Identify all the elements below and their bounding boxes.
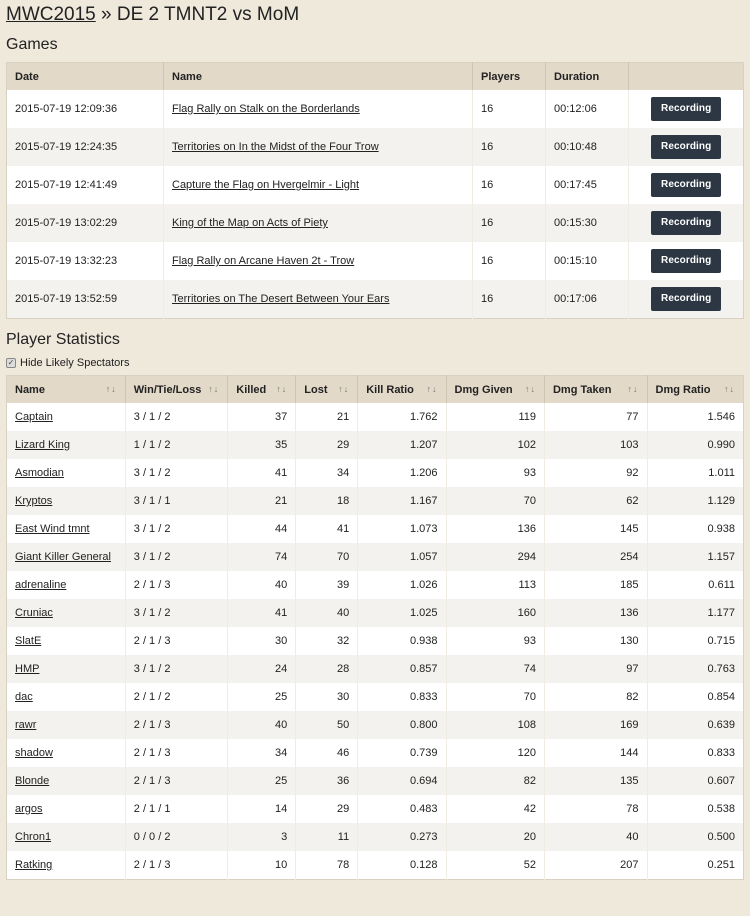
player-dmg-taken: 40 xyxy=(544,823,647,851)
player-kill-ratio: 0.800 xyxy=(358,711,446,739)
player-dmg-ratio: 0.538 xyxy=(647,795,744,823)
game-row xyxy=(7,128,744,166)
player-name-link[interactable]: dac xyxy=(15,691,33,703)
player-kill-ratio: 1.026 xyxy=(358,571,446,599)
stats-col-header[interactable] xyxy=(358,376,446,404)
games-table xyxy=(6,62,744,319)
player-dmg-ratio: 0.607 xyxy=(647,767,744,795)
player-name-cell xyxy=(7,459,126,487)
player-row xyxy=(7,515,744,543)
player-lost: 39 xyxy=(296,571,358,599)
game-players: 16 xyxy=(473,128,546,166)
player-dmg-ratio: 0.715 xyxy=(647,627,744,655)
player-name-cell xyxy=(7,711,126,739)
games-heading: Games xyxy=(6,36,58,53)
stats-col-label: Dmg Taken xyxy=(552,383,612,396)
sort-arrows-icon[interactable]: ↑↓ xyxy=(338,383,350,394)
player-lost: 41 xyxy=(296,515,358,543)
stats-table xyxy=(6,375,744,880)
player-name-link[interactable]: shadow xyxy=(15,747,53,759)
player-name-link[interactable]: Kryptos xyxy=(15,495,53,507)
player-wtl: 2 / 1 / 3 xyxy=(125,767,228,795)
player-name-link[interactable]: East Wind tmnt xyxy=(15,523,90,535)
player-name-link[interactable]: rawr xyxy=(15,719,37,731)
game-actions xyxy=(629,166,744,204)
player-dmg-taken: 136 xyxy=(544,599,647,627)
game-name-cell xyxy=(164,280,473,319)
player-name-cell xyxy=(7,487,126,515)
player-kill-ratio: 0.938 xyxy=(358,627,446,655)
recording-button[interactable]: Recording xyxy=(651,287,721,311)
player-dmg-taken: 103 xyxy=(544,431,647,459)
game-actions xyxy=(629,128,744,166)
player-name-link[interactable]: Captain xyxy=(15,411,53,423)
player-killed: 3 xyxy=(228,823,296,851)
hide-spectators-toggle[interactable] xyxy=(6,353,750,373)
player-name-link[interactable]: Ratking xyxy=(15,859,53,871)
game-row xyxy=(7,90,744,128)
player-killed: 14 xyxy=(228,795,296,823)
sort-arrows-icon[interactable]: ↑↓ xyxy=(105,383,117,394)
stats-header-row xyxy=(7,376,744,404)
player-wtl: 0 / 0 / 2 xyxy=(125,823,228,851)
player-dmg-ratio: 0.854 xyxy=(647,683,744,711)
player-wtl: 2 / 1 / 3 xyxy=(125,851,228,880)
player-kill-ratio: 0.857 xyxy=(358,655,446,683)
game-row xyxy=(7,242,744,280)
stats-heading: Player Statistics xyxy=(6,331,120,348)
player-dmg-ratio: 1.011 xyxy=(647,459,744,487)
player-name-link[interactable]: Blonde xyxy=(15,775,50,787)
player-dmg-ratio: 0.833 xyxy=(647,739,744,767)
player-name-cell xyxy=(7,767,126,795)
player-wtl: 3 / 1 / 1 xyxy=(125,487,228,515)
player-dmg-taken: 144 xyxy=(544,739,647,767)
player-lost: 78 xyxy=(296,851,358,880)
player-dmg-taken: 169 xyxy=(544,711,647,739)
game-actions xyxy=(629,280,744,319)
player-dmg-taken: 130 xyxy=(544,627,647,655)
game-date: 2015-07-19 12:24:35 xyxy=(7,128,164,166)
player-dmg-given: 20 xyxy=(446,823,544,851)
player-name-link[interactable]: SlatE xyxy=(15,635,42,647)
player-dmg-given: 294 xyxy=(446,543,544,571)
player-dmg-ratio: 1.546 xyxy=(647,403,744,431)
player-killed: 10 xyxy=(228,851,296,880)
player-name-cell xyxy=(7,851,126,880)
games-col-players: Players xyxy=(473,63,546,91)
player-dmg-taken: 77 xyxy=(544,403,647,431)
player-dmg-ratio: 0.639 xyxy=(647,711,744,739)
player-dmg-taken: 82 xyxy=(544,683,647,711)
stats-col-label: Dmg Ratio xyxy=(655,383,711,396)
player-killed: 40 xyxy=(228,571,296,599)
player-name-link[interactable]: Lizard King xyxy=(15,439,71,451)
hide-spectators-label: Hide Likely Spectators xyxy=(20,357,130,369)
player-dmg-given: 113 xyxy=(446,571,544,599)
player-killed: 34 xyxy=(228,739,296,767)
player-row xyxy=(7,627,744,655)
player-wtl: 3 / 1 / 2 xyxy=(125,543,228,571)
player-dmg-given: 70 xyxy=(446,487,544,515)
game-name-cell xyxy=(164,242,473,280)
game-date: 2015-07-19 13:02:29 xyxy=(7,204,164,242)
game-name-link[interactable]: Territories on In the Midst of the Four Trow xyxy=(172,141,379,153)
game-name-link[interactable]: King of the Map on Acts of Piety xyxy=(172,217,328,229)
stats-col-header[interactable] xyxy=(125,376,228,404)
player-dmg-ratio: 0.990 xyxy=(647,431,744,459)
player-dmg-taken: 254 xyxy=(544,543,647,571)
player-dmg-taken: 135 xyxy=(544,767,647,795)
game-row xyxy=(7,166,744,204)
recording-button[interactable]: Recording xyxy=(651,249,721,273)
game-players: 16 xyxy=(473,166,546,204)
player-name-link[interactable]: adrenaline xyxy=(15,579,67,591)
stats-col-label: Win/Tie/Loss xyxy=(133,383,202,396)
player-row xyxy=(7,459,744,487)
player-lost: 29 xyxy=(296,431,358,459)
player-kill-ratio: 0.694 xyxy=(358,767,446,795)
player-name-cell xyxy=(7,515,126,543)
player-name-cell xyxy=(7,823,126,851)
player-dmg-given: 82 xyxy=(446,767,544,795)
player-row xyxy=(7,711,744,739)
player-killed: 25 xyxy=(228,767,296,795)
player-wtl: 2 / 1 / 3 xyxy=(125,627,228,655)
game-name-link[interactable]: Flag Rally on Arcane Haven 2t - Trow xyxy=(172,255,355,267)
player-row xyxy=(7,795,744,823)
game-actions xyxy=(629,90,744,128)
player-killed: 41 xyxy=(228,459,296,487)
stats-col-header[interactable] xyxy=(446,376,544,404)
player-row xyxy=(7,739,744,767)
player-kill-ratio: 0.483 xyxy=(358,795,446,823)
player-row xyxy=(7,683,744,711)
player-name-link[interactable]: Cruniac xyxy=(15,607,53,619)
stats-col-header[interactable] xyxy=(228,376,296,404)
games-col-name: Name xyxy=(164,63,473,91)
recording-button[interactable]: Recording xyxy=(651,97,721,121)
player-lost: 30 xyxy=(296,683,358,711)
player-name-cell xyxy=(7,655,126,683)
player-wtl: 2 / 1 / 3 xyxy=(125,711,228,739)
player-row xyxy=(7,487,744,515)
player-lost: 50 xyxy=(296,711,358,739)
player-dmg-given: 93 xyxy=(446,459,544,487)
game-players: 16 xyxy=(473,204,546,242)
player-dmg-given: 70 xyxy=(446,683,544,711)
player-dmg-taken: 185 xyxy=(544,571,647,599)
game-players: 16 xyxy=(473,280,546,319)
player-wtl: 2 / 1 / 2 xyxy=(125,683,228,711)
game-duration: 00:12:06 xyxy=(546,90,629,128)
game-name-link[interactable]: Flag Rally on Stalk on the Borderlands xyxy=(172,103,360,115)
recording-button[interactable]: Recording xyxy=(651,211,721,235)
player-kill-ratio: 1.073 xyxy=(358,515,446,543)
page-title xyxy=(6,0,750,28)
player-dmg-taken: 92 xyxy=(544,459,647,487)
games-col-actions xyxy=(629,63,744,91)
game-duration: 00:17:06 xyxy=(546,280,629,319)
player-dmg-ratio: 0.500 xyxy=(647,823,744,851)
player-name-cell xyxy=(7,571,126,599)
game-actions xyxy=(629,242,744,280)
player-dmg-taken: 62 xyxy=(544,487,647,515)
player-lost: 46 xyxy=(296,739,358,767)
player-name-link[interactable]: Giant Killer General xyxy=(15,551,111,563)
player-row xyxy=(7,767,744,795)
player-name-cell xyxy=(7,599,126,627)
player-killed: 35 xyxy=(228,431,296,459)
player-kill-ratio: 1.762 xyxy=(358,403,446,431)
player-wtl: 2 / 1 / 1 xyxy=(125,795,228,823)
player-wtl: 3 / 1 / 2 xyxy=(125,515,228,543)
player-row xyxy=(7,431,744,459)
game-date: 2015-07-19 13:32:23 xyxy=(7,242,164,280)
player-lost: 21 xyxy=(296,403,358,431)
player-dmg-ratio: 0.763 xyxy=(647,655,744,683)
player-killed: 25 xyxy=(228,683,296,711)
player-name-link[interactable]: Chron1 xyxy=(15,831,52,843)
player-dmg-given: 74 xyxy=(446,655,544,683)
games-header-row xyxy=(7,63,744,91)
game-duration: 00:15:30 xyxy=(546,204,629,242)
stats-col-header[interactable] xyxy=(544,376,647,404)
player-dmg-ratio: 1.129 xyxy=(647,487,744,515)
sort-arrows-icon[interactable]: ↑↓ xyxy=(426,383,438,394)
player-name-cell xyxy=(7,739,126,767)
player-wtl: 3 / 1 / 2 xyxy=(125,599,228,627)
player-wtl: 1 / 1 / 2 xyxy=(125,431,228,459)
player-killed: 30 xyxy=(228,627,296,655)
stats-col-header[interactable] xyxy=(7,376,126,404)
game-date: 2015-07-19 13:52:59 xyxy=(7,280,164,319)
games-col-date: Date xyxy=(7,63,164,91)
player-dmg-given: 120 xyxy=(446,739,544,767)
sort-arrows-icon[interactable]: ↑↓ xyxy=(724,383,735,394)
player-wtl: 3 / 1 / 2 xyxy=(125,459,228,487)
player-kill-ratio: 0.128 xyxy=(358,851,446,880)
game-duration: 00:10:48 xyxy=(546,128,629,166)
player-name-link[interactable]: Asmodian xyxy=(15,467,64,479)
player-killed: 74 xyxy=(228,543,296,571)
player-kill-ratio: 0.833 xyxy=(358,683,446,711)
breadcrumb-separator: » xyxy=(95,4,117,25)
match-title: DE 2 TMNT2 vs MoM xyxy=(116,4,300,25)
player-row xyxy=(7,543,744,571)
game-date: 2015-07-19 12:41:49 xyxy=(7,166,164,204)
player-row xyxy=(7,851,744,880)
player-dmg-given: 119 xyxy=(446,403,544,431)
player-wtl: 2 / 1 / 3 xyxy=(125,739,228,767)
player-kill-ratio: 1.057 xyxy=(358,543,446,571)
player-name-cell xyxy=(7,795,126,823)
player-name-link[interactable]: HMP xyxy=(15,663,40,675)
player-dmg-taken: 78 xyxy=(544,795,647,823)
player-kill-ratio: 1.207 xyxy=(358,431,446,459)
player-wtl: 3 / 1 / 2 xyxy=(125,655,228,683)
player-name-cell xyxy=(7,543,126,571)
player-dmg-given: 108 xyxy=(446,711,544,739)
player-dmg-given: 136 xyxy=(446,515,544,543)
game-name-cell xyxy=(164,166,473,204)
recording-button[interactable]: Recording xyxy=(651,135,721,159)
stats-col-header[interactable] xyxy=(647,376,744,404)
stats-col-label: Killed xyxy=(236,383,267,396)
player-kill-ratio: 1.206 xyxy=(358,459,446,487)
player-kill-ratio: 0.739 xyxy=(358,739,446,767)
player-dmg-ratio: 1.157 xyxy=(647,543,744,571)
sort-arrows-icon[interactable]: ↑↓ xyxy=(208,383,220,394)
site-link[interactable]: MWC2015 xyxy=(6,4,96,25)
game-duration: 00:17:45 xyxy=(546,166,629,204)
game-row xyxy=(7,204,744,242)
game-players: 16 xyxy=(473,90,546,128)
player-name-link[interactable]: argos xyxy=(15,803,43,815)
game-duration: 00:15:10 xyxy=(546,242,629,280)
player-lost: 36 xyxy=(296,767,358,795)
game-actions xyxy=(629,204,744,242)
player-name-cell xyxy=(7,627,126,655)
player-lost: 40 xyxy=(296,599,358,627)
player-killed: 37 xyxy=(228,403,296,431)
player-killed: 41 xyxy=(228,599,296,627)
player-dmg-given: 102 xyxy=(446,431,544,459)
player-wtl: 2 / 1 / 3 xyxy=(125,571,228,599)
player-dmg-ratio: 1.177 xyxy=(647,599,744,627)
game-row xyxy=(7,280,744,319)
player-dmg-ratio: 0.611 xyxy=(647,571,744,599)
game-name-cell xyxy=(164,204,473,242)
game-players: 16 xyxy=(473,242,546,280)
stats-col-header[interactable] xyxy=(296,376,358,404)
player-kill-ratio: 0.273 xyxy=(358,823,446,851)
player-name-cell xyxy=(7,683,126,711)
player-killed: 21 xyxy=(228,487,296,515)
stats-col-label: Name xyxy=(15,383,45,396)
sort-arrows-icon[interactable]: ↑↓ xyxy=(276,383,288,394)
game-name-link[interactable]: Capture the Flag on Hvergelmir - Light xyxy=(172,179,360,191)
player-dmg-given: 93 xyxy=(446,627,544,655)
player-dmg-given: 42 xyxy=(446,795,544,823)
player-row xyxy=(7,823,744,851)
player-kill-ratio: 1.167 xyxy=(358,487,446,515)
player-row xyxy=(7,599,744,627)
stats-col-label: Lost xyxy=(304,383,328,396)
player-killed: 24 xyxy=(228,655,296,683)
game-date: 2015-07-19 12:09:36 xyxy=(7,90,164,128)
player-row xyxy=(7,655,744,683)
hide-spectators-checkbox[interactable]: ✓ xyxy=(7,358,15,367)
player-row xyxy=(7,571,744,599)
sort-arrows-icon[interactable]: ↑↓ xyxy=(627,383,639,394)
stats-col-label: Kill Ratio xyxy=(366,383,414,396)
player-killed: 44 xyxy=(228,515,296,543)
player-dmg-taken: 145 xyxy=(544,515,647,543)
player-dmg-ratio: 0.938 xyxy=(647,515,744,543)
player-dmg-given: 52 xyxy=(446,851,544,880)
player-wtl: 3 / 1 / 2 xyxy=(125,403,228,431)
player-name-cell xyxy=(7,431,126,459)
player-lost: 18 xyxy=(296,487,358,515)
player-lost: 70 xyxy=(296,543,358,571)
player-dmg-taken: 97 xyxy=(544,655,647,683)
games-col-duration: Duration xyxy=(546,63,629,91)
player-lost: 34 xyxy=(296,459,358,487)
player-lost: 29 xyxy=(296,795,358,823)
player-lost: 28 xyxy=(296,655,358,683)
player-killed: 40 xyxy=(228,711,296,739)
sort-arrows-icon[interactable]: ↑↓ xyxy=(524,383,536,394)
player-name-cell xyxy=(7,403,126,431)
player-dmg-given: 160 xyxy=(446,599,544,627)
game-name-cell xyxy=(164,128,473,166)
player-lost: 32 xyxy=(296,627,358,655)
player-row xyxy=(7,403,744,431)
player-kill-ratio: 1.025 xyxy=(358,599,446,627)
game-name-link[interactable]: Territories on The Desert Between Your Ears xyxy=(172,293,390,305)
recording-button[interactable]: Recording xyxy=(651,173,721,197)
player-dmg-taken: 207 xyxy=(544,851,647,880)
stats-col-label: Dmg Given xyxy=(454,383,513,396)
player-lost: 11 xyxy=(296,823,358,851)
player-dmg-ratio: 0.251 xyxy=(647,851,744,880)
game-name-cell xyxy=(164,90,473,128)
